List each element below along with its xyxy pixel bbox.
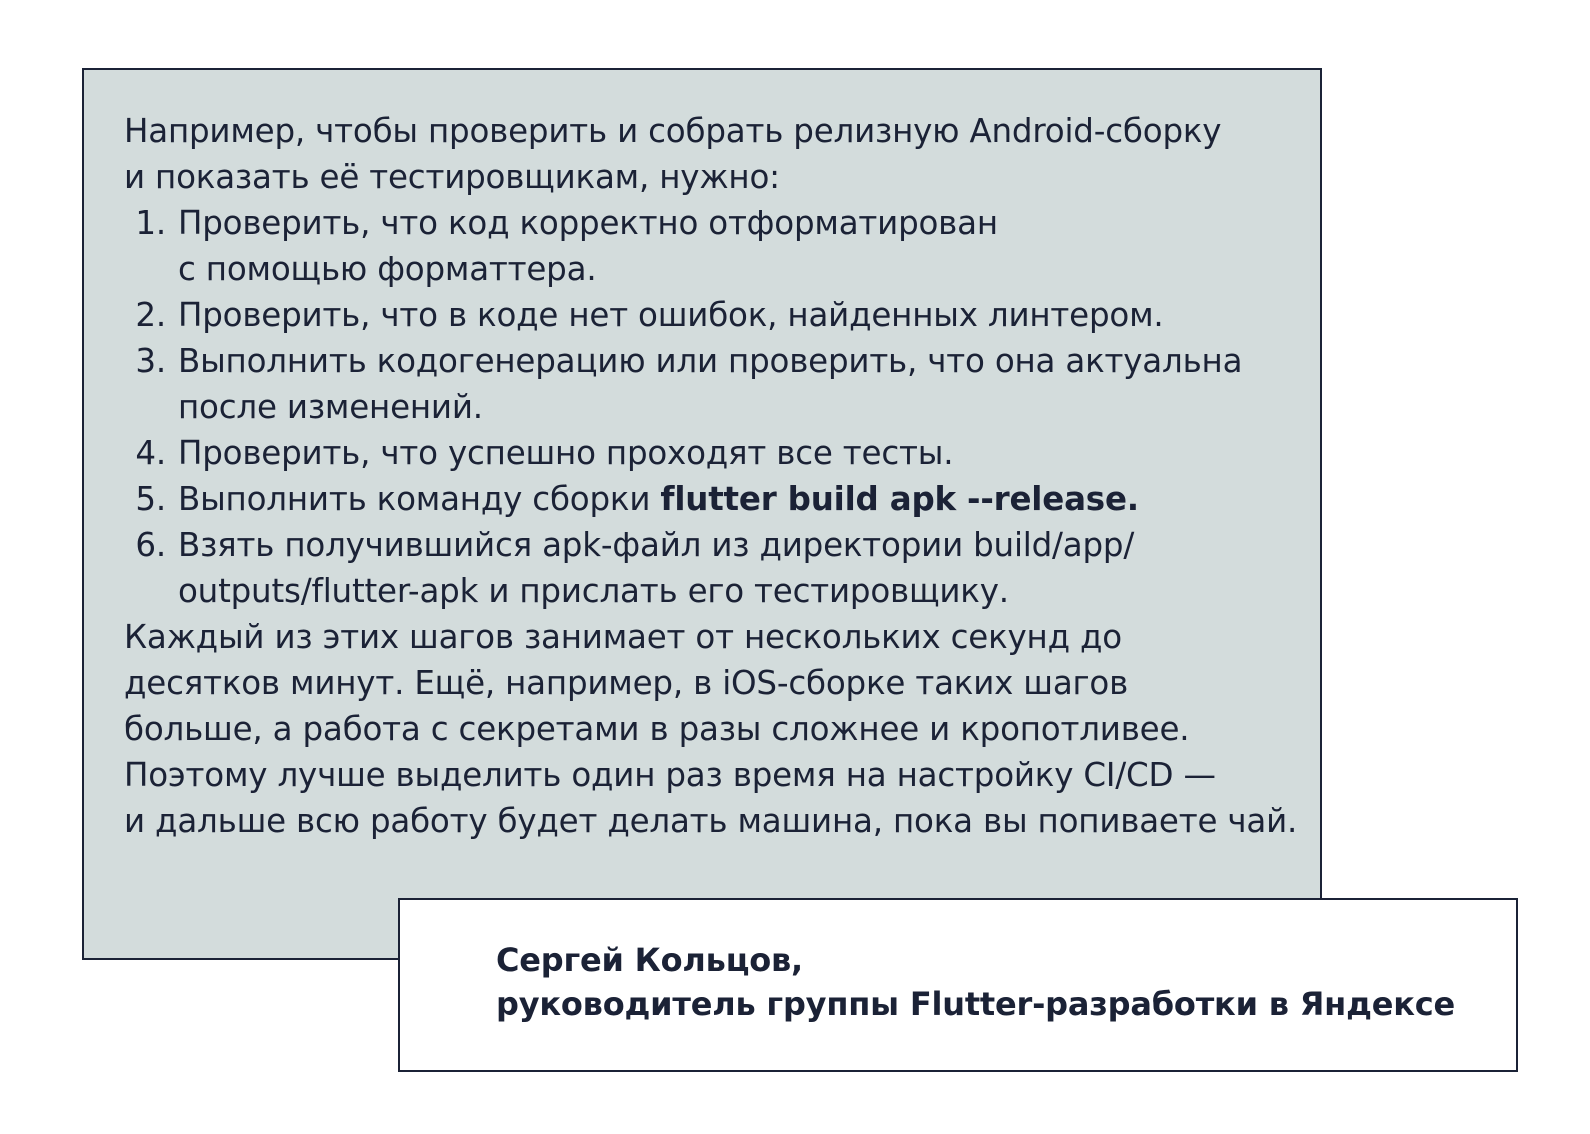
step-text: Проверить, что в коде нет ошибок, найденных линтером. [178, 296, 1164, 334]
quote-text [124, 108, 1304, 844]
outro-line-1: Каждый из этих шагов занимает от нескольких секунд до [124, 618, 1122, 656]
list-item [124, 430, 1304, 476]
author-role: руководитель группы Flutter-разработки в Яндексе [496, 985, 1456, 1023]
list-item [124, 200, 1304, 292]
step-number: 2. [135, 296, 166, 334]
steps-list [124, 200, 1304, 614]
author-box [398, 898, 1518, 1072]
intro-line-2: и показать её тестировщикам, нужно: [124, 158, 780, 196]
outro-line-5: и дальше всю работу будет делать машина, пока вы попиваете чай. [124, 802, 1298, 840]
step-text: Проверить, что успешно проходят все тесты. [178, 434, 954, 472]
step-number: 5. [135, 480, 166, 518]
outro-line-2: десятков минут. Ещё, например, в iOS-сборке таких шагов [124, 664, 1129, 702]
step-text: Проверить, что код корректно отформатирован [178, 204, 998, 242]
step-text: Выполнить команду сборки [178, 480, 661, 518]
step-text: с помощью форматтера. [178, 250, 597, 288]
step-text: Выполнить кодогенерацию или проверить, что она актуальна [178, 342, 1243, 380]
outro-line-3: больше, а работа с секретами в разы сложнее и кропотливее. [124, 710, 1190, 748]
list-item [124, 338, 1304, 430]
step-text: после изменений. [178, 388, 483, 426]
step-text: outputs/flutter-apk и прислать его тестировщику. [178, 572, 1009, 610]
list-item [124, 476, 1304, 522]
intro-line-1: Например, чтобы проверить и собрать релизную Android-сборку [124, 112, 1222, 150]
step-text: Взять получившийся apk-файл из директории build/app/ [178, 526, 1135, 564]
outro-line-4: Поэтому лучше выделить один раз время на настройку CI/CD — [124, 756, 1216, 794]
step-number: 3. [135, 342, 166, 380]
step-number: 1. [135, 204, 166, 242]
step-number: 6. [135, 526, 166, 564]
build-command: flutter build apk --release. [660, 480, 1139, 518]
author-name: Сергей Кольцов, [496, 941, 804, 979]
list-item [124, 292, 1304, 338]
step-number: 4. [135, 434, 166, 472]
list-item [124, 522, 1304, 614]
